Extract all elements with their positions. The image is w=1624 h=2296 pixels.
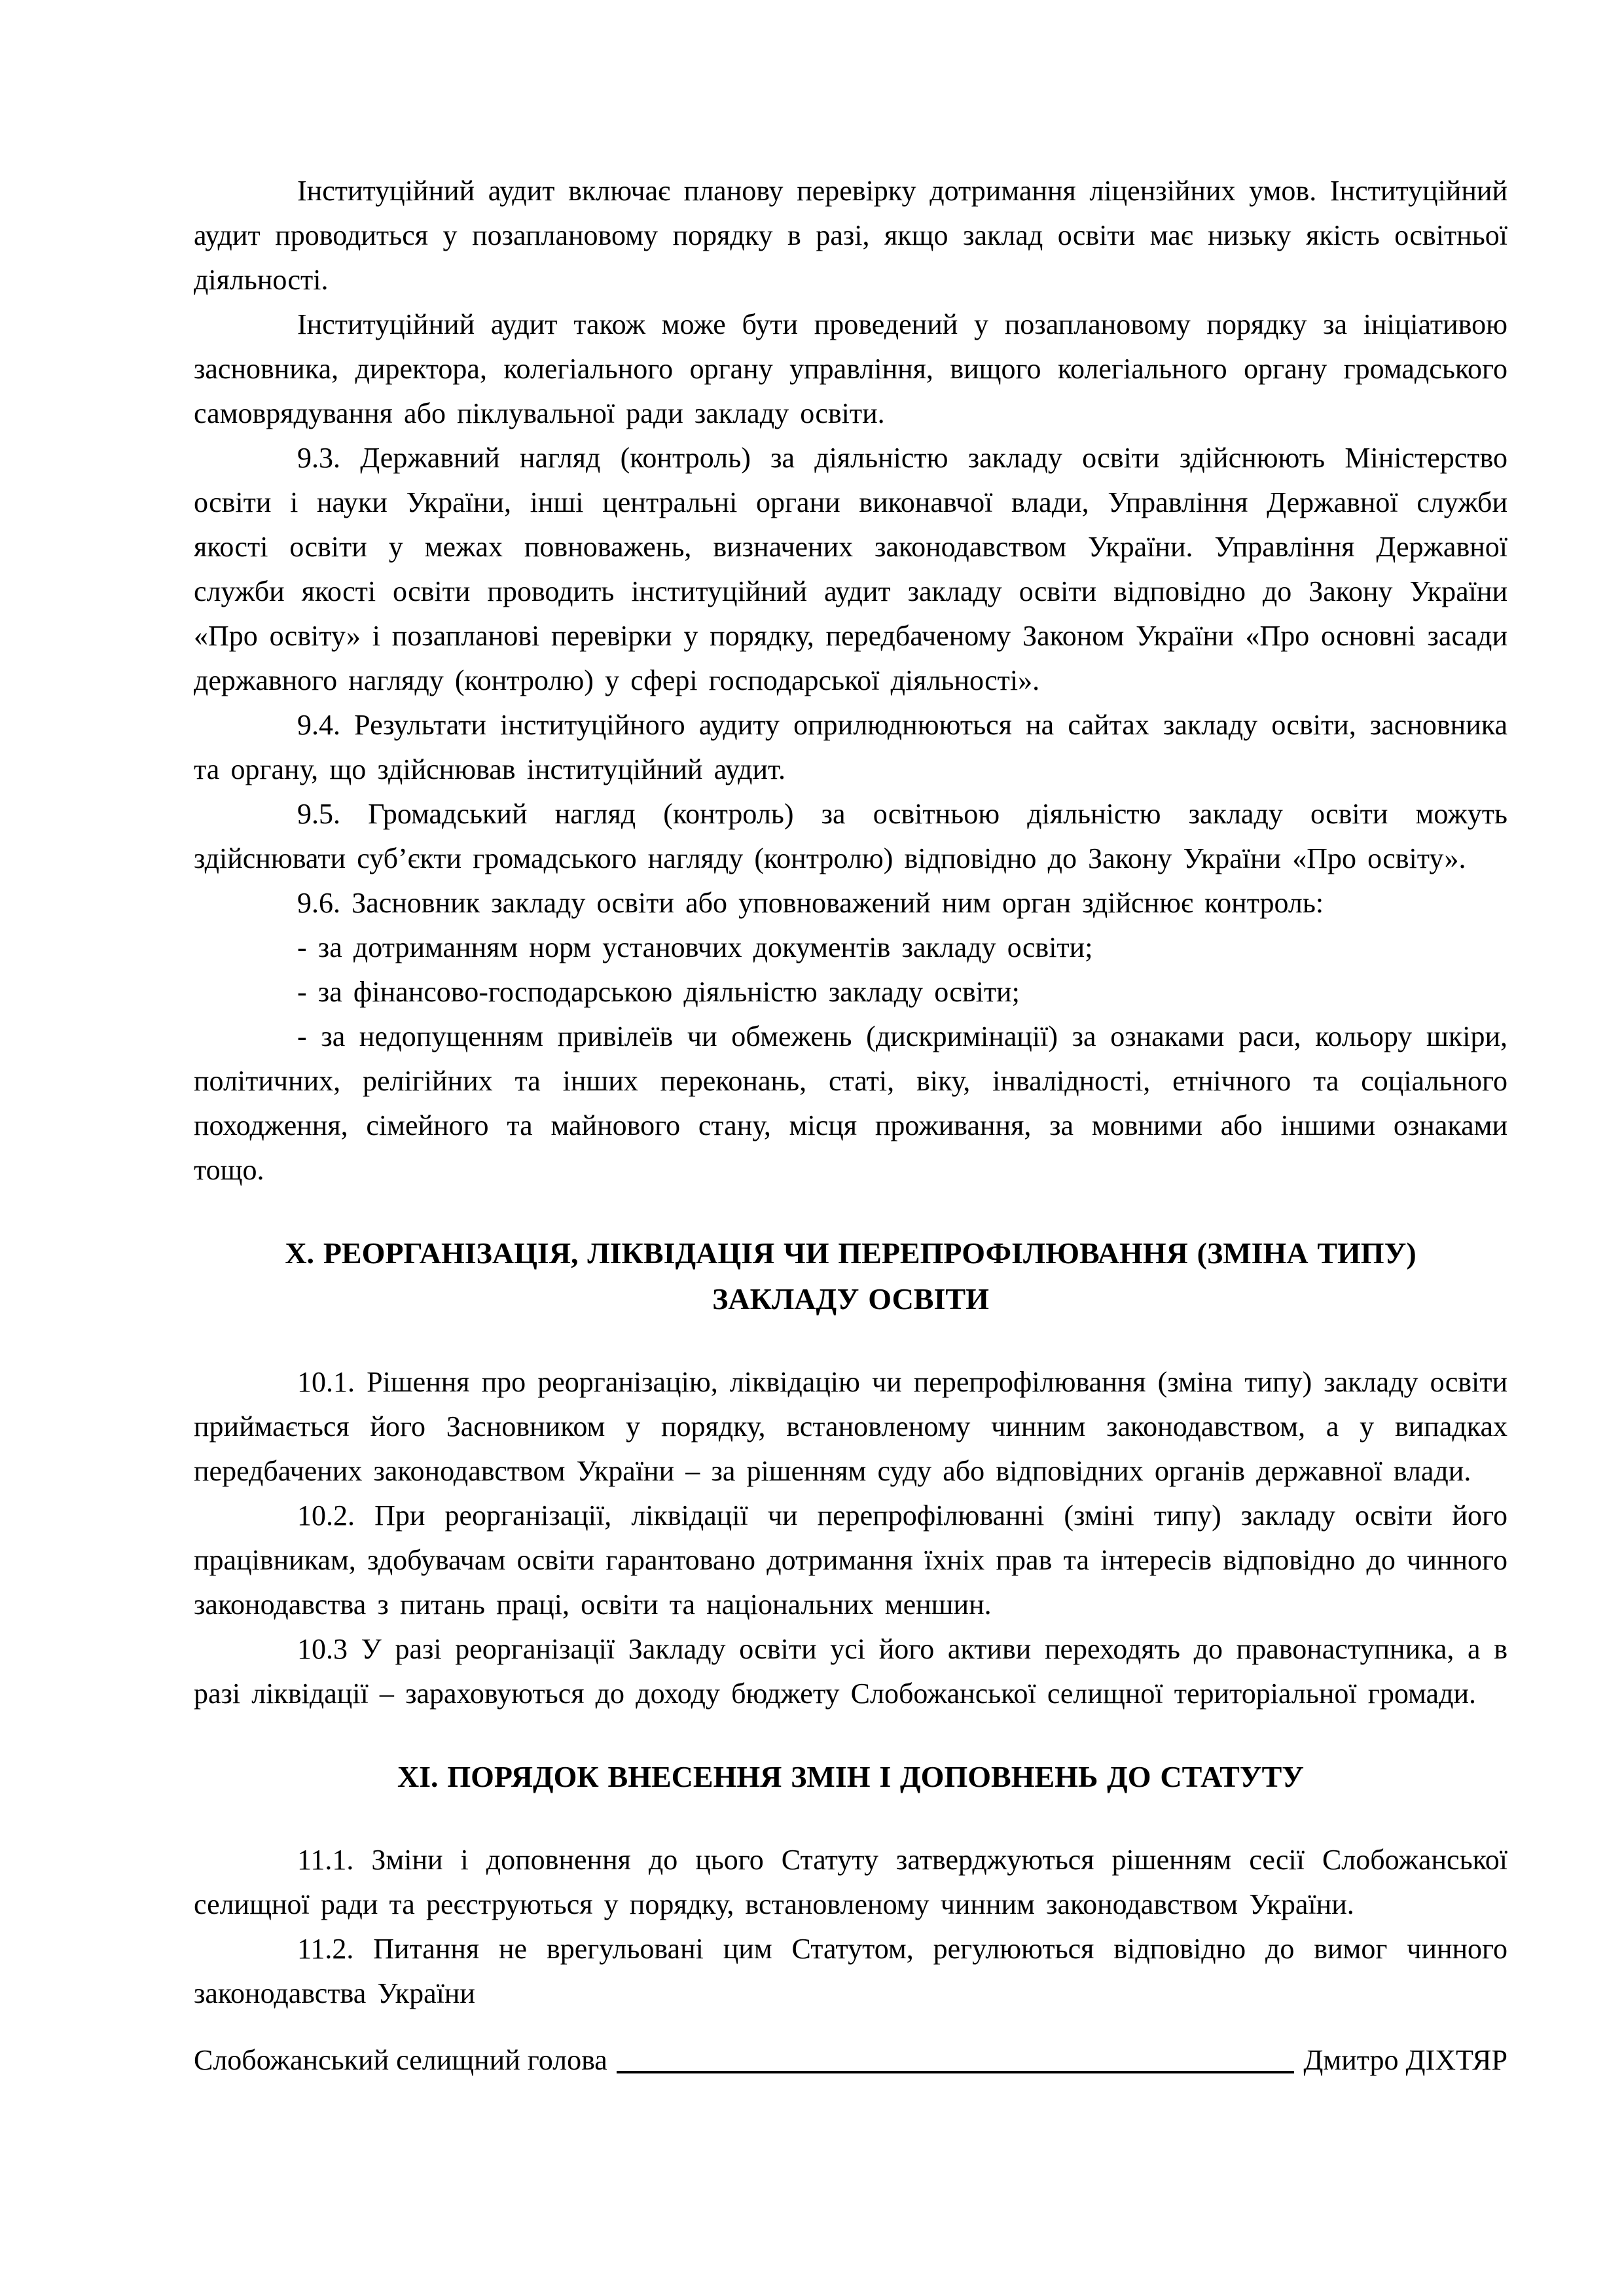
section-10-heading: Х. РЕОРГАНІЗАЦІЯ, ЛІКВІДАЦІЯ ЧИ ПЕРЕПРОФІЛЮВАННЯ (ЗМІНА ТИПУ) ЗАКЛАДУ ОСВІТИ (285, 1236, 1416, 1316)
signature-row (194, 2041, 1507, 2080)
paragraph-9-5-public-supervision: 9.5. Громадський нагляд (контроль) за освітньою діяльністю закладу освіти можуть здійснювати суб’єкти громадського нагляду (контролю) відповідно до Закону України «Про освіту». (194, 798, 1507, 874)
paragraph-institutional-audit-scope: Інституційний аудит включає планову перевірку дотримання ліцензійних умов. Інституційний аудит проводиться у позаплановому порядку в разі, якщо заклад освіти має низьку якість освітньої діяльності. (194, 175, 1507, 296)
signature-name: Дмитро ДІХТЯР (1303, 2044, 1507, 2076)
paragraph-9-6-founder-control-intro: 9.6. Засновник закладу освіти або уповноважений ним орган здійснює контроль: (297, 887, 1324, 919)
paragraph-11-1-statute-amendments: 11.1. Зміни і доповнення до цього Статуту затверджуються рішенням сесії Слобожанської селищної ради та реєструються у порядку, встановленому чинним законодавством України. (194, 1844, 1507, 1920)
list-item-founding-documents: - за дотриманням норм установчих документів закладу освіти; (297, 931, 1093, 963)
list-item-non-discrimination: - за недопущенням привілеїв чи обмежень (дискримінації) за ознаками раси, кольору шкіри, політичних, релігійних та інших переконань, статі, віку, інвалідності, етнічного та соціального походження, сімейного та майнового стану, місця проживання, за мовними або іншими ознаками тощо. (194, 1020, 1507, 1186)
signature-line (617, 2071, 1295, 2073)
paragraph-institutional-audit-initiative: Інституційний аудит також може бути проведений у позаплановому порядку за ініціативою засновника, директора, колегіального органу управління, вищого колегіального органу громадського самоврядування або піклувальної ради закладу освіти. (194, 308, 1507, 429)
paragraph-10-3-assets-transfer: 10.3 У разі реорганізації Закладу освіти усі його активи переходять до правонаступника, а в разі ліквідації – зараховуються до доходу бюджету Слобожанської селищної територіальної громади. (194, 1633, 1507, 1710)
list-item-financial-activity: - за фінансово-господарською діяльністю закладу освіти; (297, 976, 1020, 1008)
signature-role: Слобожанський селищний голова (194, 2044, 607, 2076)
paragraph-9-4-audit-results: 9.4. Результати інституційного аудиту оприлюднюються на сайтах закладу освіти, засновника та органу, що здійснював інституційний аудит. (194, 709, 1507, 785)
paragraph-9-3-state-supervision: 9.3. Державний нагляд (контроль) за діяльністю закладу освіти здійснюють Міністерство освіти і науки України, інші центральні органи виконавчої влади, Управління Державної служби якості освіти у межах повноважень, визначених законодавством України. Управління Державної служби якості освіти проводить інституційний аудит закладу освіти відповідно до Закону України «Про освіту» і позапланові перевірки у порядку, передбаченому Законом України «Про основні засади державного нагляду (контролю) у сфері господарської діяльності». (194, 442, 1507, 696)
section-11-heading: ХІ. ПОРЯДОК ВНЕСЕННЯ ЗМІН І ДОПОВНЕНЬ ДО СТАТУТУ (397, 1760, 1305, 1793)
paragraph-10-1-reorganization-decision: 10.1. Рішення про реорганізацію, ліквідацію чи перепрофілювання (зміна типу) закладу освіти приймається його Засновником у порядку, встановленому чинним законодавством, а у випадках передбачених законодавством України – за рішенням суду або відповідних органів державної влади. (194, 1366, 1507, 1487)
paragraph-10-2-rights-guarantee: 10.2. При реорганізації, ліквідації чи перепрофілюванні (зміні типу) закладу освіти його працівникам, здобувачам освіти гарантовано дотримання їхніх прав та інтересів відповідно до чинного законодавства з питань праці, освіти та національних меншин. (194, 1499, 1507, 1621)
document-body (194, 169, 1507, 2016)
paragraph-11-2-unregulated-issues: 11.2. Питання не врегульовані цим Статутом, регулюються відповідно до вимог чинного законодавства України (194, 1933, 1507, 2009)
